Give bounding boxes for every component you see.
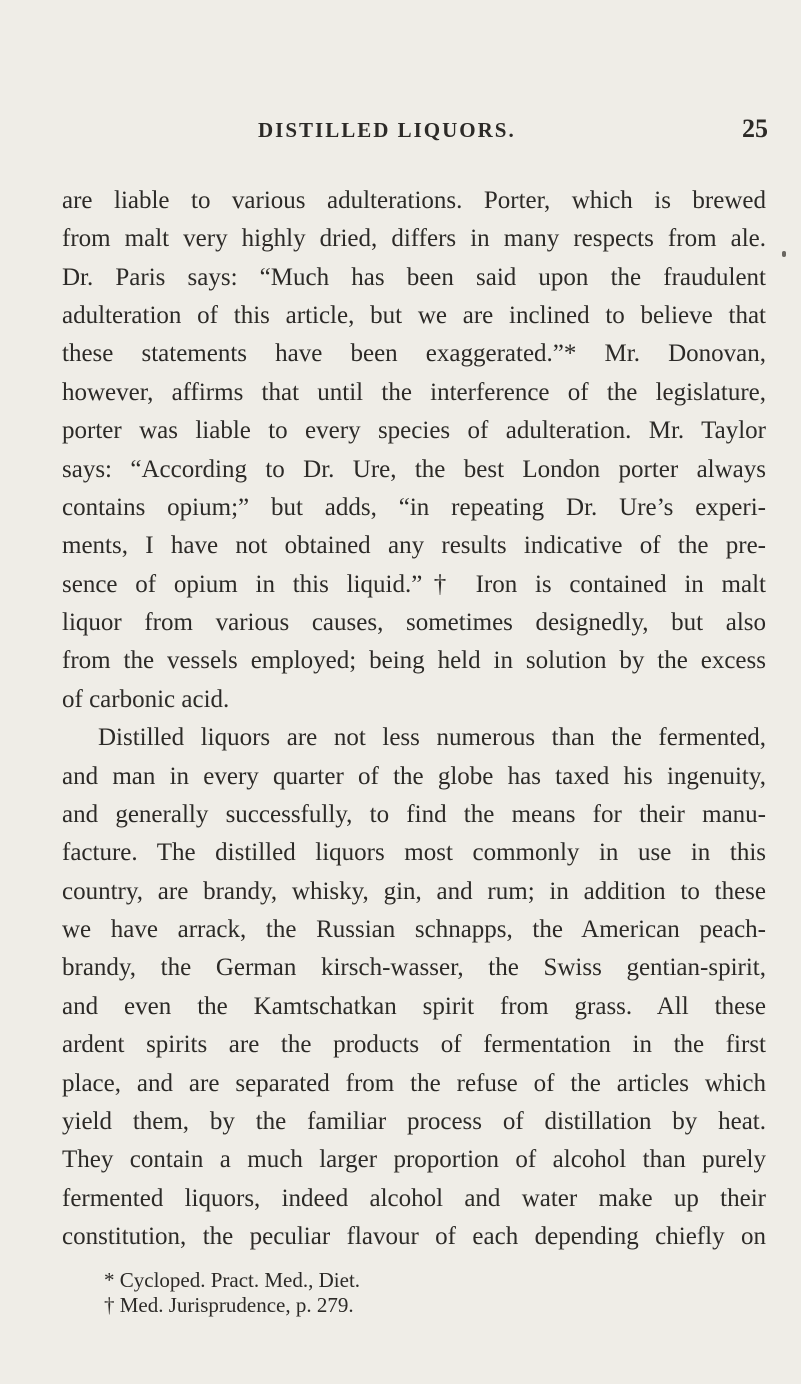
text-line: country, are brandy, whisky, gin, and rum; in addition to these: [62, 878, 766, 905]
page-number: 25: [742, 114, 768, 143]
text-line: we have arrack, the Russian schnapps, the American peach-: [62, 916, 766, 943]
text-line: from malt very highly dried, differs in many respects from ale.: [62, 225, 766, 252]
text-line: Dr. Paris says: “Much has been said upon the fraudulent: [62, 264, 766, 291]
text-line: ardent spirits are the products of fermentation in the first: [62, 1031, 766, 1058]
text-line: They contain a much larger proportion of alcohol than purely: [62, 1146, 766, 1173]
text-line: sence of opium in this liquid.”† Iron is contained in malt: [62, 571, 766, 598]
text-line: facture. The distilled liquors most commonly in use in this: [62, 839, 766, 866]
paragraph-first-line: Distilled liquors are not less numerous than the fermented,: [98, 724, 766, 751]
footnote: * Cycloped. Pract. Med., Diet.: [104, 1268, 361, 1292]
page-header: [258, 114, 768, 158]
text-line: contains opium;” but adds, “in repeating Dr. Ure’s experi-: [62, 494, 766, 521]
text-line: however, affirms that until the interference of the legislature,: [62, 379, 766, 406]
text-line: brandy, the German kirsch-wasser, the Swiss gentian-spirit,: [62, 954, 766, 981]
text-line: are liable to various adulterations. Porter, which is brewed: [62, 187, 766, 214]
margin-mark: [782, 251, 786, 257]
text-line: place, and are separated from the refuse of the articles which: [62, 1070, 766, 1097]
text-line: yield them, by the familiar process of distillation by heat.: [62, 1108, 766, 1135]
text-line: and generally successfully, to find the means for their manu-: [62, 801, 766, 828]
text-line: ments, I have not obtained any results indicative of the pre-: [62, 532, 766, 559]
text-line: and man in every quarter of the globe has taxed his ingenuity,: [62, 763, 766, 790]
text-line: from the vessels employed; being held in solution by the excess: [62, 647, 766, 674]
text-line: fermented liquors, indeed alcohol and water make up their: [62, 1185, 766, 1212]
footnote: † Med. Jurisprudence, p. 279.: [104, 1293, 354, 1317]
text-line: porter was liable to every species of adulteration. Mr. Taylor: [62, 417, 766, 444]
text-line: of carbonic acid.: [62, 686, 230, 713]
running-title: DISTILLED LIQUORS.: [258, 118, 516, 142]
text-line: constitution, the peculiar flavour of each depending chiefly on: [62, 1223, 766, 1250]
text-line: adulteration of this article, but we are inclined to believe that: [62, 302, 766, 329]
text-line: these statements have been exaggerated.”* Mr. Donovan,: [62, 340, 766, 367]
text-line: liquor from various causes, sometimes designedly, but also: [62, 609, 766, 636]
text-line: and even the Kamtschatkan spirit from grass. All these: [62, 993, 766, 1020]
text-line: says: “According to Dr. Ure, the best London porter always: [62, 456, 766, 483]
